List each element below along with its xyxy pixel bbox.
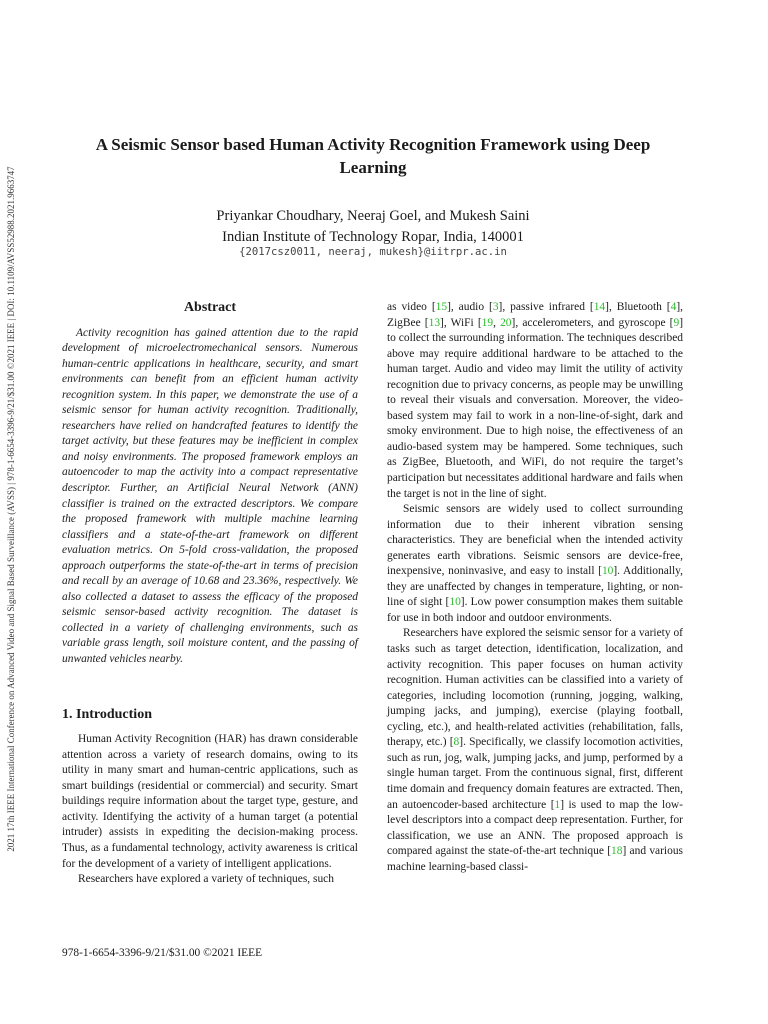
citation-link[interactable]: 3: [492, 301, 499, 313]
right-column: [387, 300, 683, 875]
affiliation: Indian Institute of Technology Ropar, India, 140001: [222, 229, 524, 245]
abstract-body: Activity recognition has gained attention due to the rapid development of microelectromechanical sensors. Numerous human-centric applications in healthcare, security, and smart environments can benefit from an efficient human activity recognition system. In this paper, we demonstrate the use of a seismic sensor for human activity recognition. Traditionally, researchers have relied on handcrafted features to identify the target activity, but these features may be inefficient in complex and noisy environments. The proposed framework employs an autoencoder to map the activity into a compact representative descriptor. Further, an Artificial Neural Network (ANN) classifier is trained on the extracted descriptors. We compare the proposed framework with multiple machine learning classifiers and a state-of-the-art framework on different evaluation metrics. On 5-fold cross-validation, the proposed approach outperforms the state-of-the-art in terms of precision and recall by an average of 10.68 and 23.36%, respectively. We also collected a dataset to assess the efficacy of the proposed seismic sensor-based activity recognition. The dataset is collected in a variety of challenging environments, such as variable grass length, soil moisture content, and the passing of unwanted vehicles nearby.: [62, 326, 358, 666]
citation-link[interactable]: 15: [435, 301, 448, 313]
copyright-footer: 978-1-6654-3396-9/21/$31.00 ©2021 IEEE: [62, 947, 263, 959]
citation-link[interactable]: 1: [554, 798, 561, 811]
citation-link[interactable]: 10: [601, 565, 614, 578]
author-emails: {2017csz0011, neeraj, mukesh}@iitrpr.ac.in: [239, 246, 507, 258]
author-names: Priyankar Choudhary, Neeraj Goel, and Mukesh Saini: [216, 208, 530, 224]
intro-paragraph-4: Researchers have explored the seismic sensor for a variety of tasks such as target detection, identification, localization, and activity recognition. This paper focuses on human activity recognition. Human activities can be classified into a variety of categories, including locomotion (running, jogging, walking, jumping jacks, and jumping), exercise (playing football, cycling, etc.), and health-related activities (rehabilitation, falls, therapy, etc.) [8]. Specifically, we classify locomotion activities, such as run, jog, walk, jumping jacks, and jump, performed by a single human target. From the continuous signal, first, different time domain and frequency domain features are extracted. Then, an autoencoder-based architecture [1] is used to map the low-level descriptors into a compact deep representation. Further, for classification, we use an ANN. The proposed approach is compared against the state-of-the-art technique [18] and various machine learning-based classi-: [387, 627, 683, 873]
citation-link[interactable]: 4: [670, 301, 677, 313]
citation-link[interactable]: 18: [611, 845, 623, 858]
citation-link[interactable]: 14: [593, 301, 606, 313]
sidebar-doi: [4, 106, 18, 912]
citation-link[interactable]: 13: [428, 316, 441, 329]
citation-link[interactable]: 19: [481, 316, 494, 329]
citation-link[interactable]: 10: [449, 596, 461, 609]
intro-paragraph-2-start: Researchers have explored a variety of techniques, such: [78, 873, 334, 886]
sidebar-text: 2021 17th IEEE International Conference on Advanced Video and Signal Based Surveillance (AVSS) | 978-1-6654-3396-9/21/$31.00 ©2021 IEEE | DOI: 10.1109/AVSS52988.2021.9663747: [6, 166, 16, 852]
intro-paragraph-3: Seismic sensors are widely used to collect surrounding information due to their inherent vibration sensing characteristics. They are beneficial when the intended activity generates earth vibrations. Seismic sensors are device-free, inexpensive, noninvasive, and easy to install [10]. Additionally, they are unaffected by changes in temperature, lighting, or non-line of sight [10]. Low power consumption makes them suitable for use in both indoor and outdoor environments.: [387, 503, 683, 624]
authors-block: [70, 206, 676, 248]
abstract-heading: Abstract: [183, 300, 237, 315]
citation-link[interactable]: 20: [500, 316, 512, 329]
intro-paragraph-2-cont: as video [15], audio [3], passive infrared [14], Bluetooth [4], ZigBee [13], WiFi [19, 20], accelerometers, and gyroscope [9] to collect the surrounding information. The techniques described above may require additional hardware to be attached to the human target. Audio and video may limit the utility of activity recognition due to privacy concerns, as people may be unwilling to reveal their visuals and conversation. Moreover, the video-based system may fail to work in a non-line-of-sight, dark and smoky environment. Due to high noise, the effectiveness of an audio-based system may be hampered. Some techniques, such as ZigBee, Bluetooth, and WiFi, do not require the target’s participation but necessitates additional hardware and fails when the target is not in the line of sight.: [387, 301, 684, 500]
section-heading-introduction: 1. Introduction: [62, 706, 152, 722]
intro-paragraph-1: Human Activity Recognition (HAR) has drawn considerable attention across a variety of research domains, owing to its utility in many smart and human-centric applications, such as smart buildings (residential or commercial) and security. Smart buildings require information about the target type, gesture, and activity. Identifying the activity of a human target (a potential intruder) assists in expediting the decision-making process. Thus, as a fundamental technology, activity awareness is critical for the development of a variety of intelligent applications.: [62, 733, 358, 870]
citation-link[interactable]: 9: [673, 316, 680, 329]
citation-link[interactable]: 8: [453, 736, 460, 749]
paper-title: A Seismic Sensor based Human Activity Recognition Framework using Deep Learning: [95, 135, 651, 177]
left-column: [62, 298, 358, 888]
